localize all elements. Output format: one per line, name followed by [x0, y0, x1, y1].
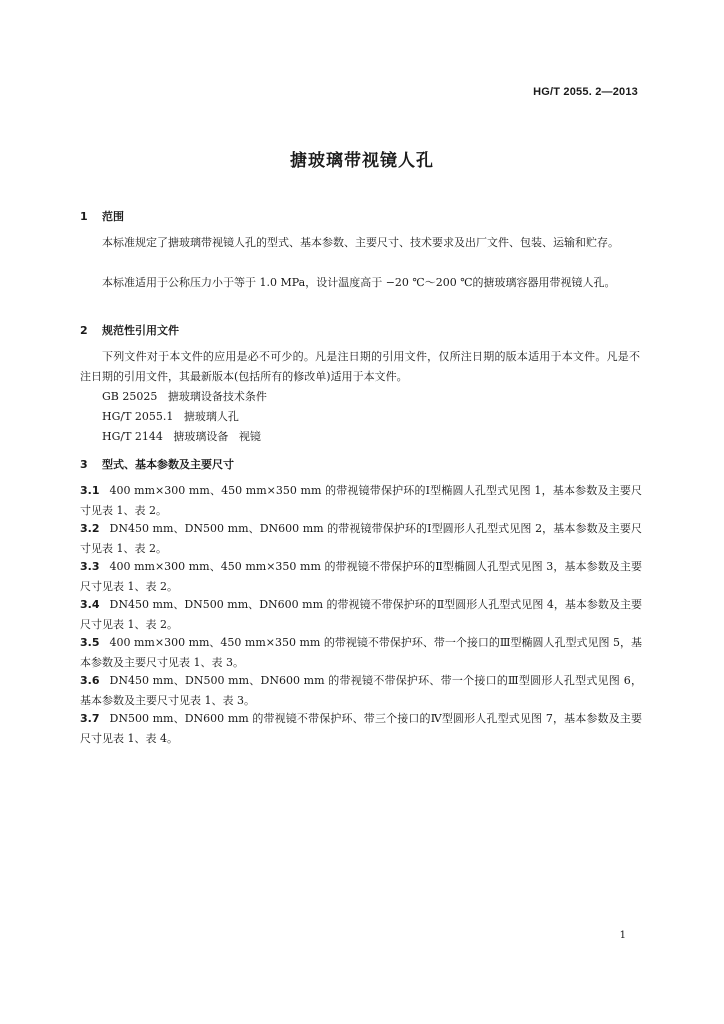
page-number: 1 [619, 930, 626, 941]
section-title: 范围 [102, 210, 124, 223]
clause-number: 3.5 [80, 636, 100, 649]
scope-paragraph-2: 本标准适用于公称压力小于等于 1.0 MPa，设计温度高于 −20 ℃～200 ℃的搪玻璃容器用带视镜人孔。 [102, 276, 616, 289]
clause-text: DN450 mm、DN500 mm、DN600 mm 的带视镜不带保护环、带一个接口的Ⅲ型圆形人孔型式见图 6，基本参数及主要尺寸见表 1、表 3。 [80, 674, 642, 707]
clause-text: 400 mm×300 mm、450 mm×350 mm 的带视镜带保护环的Ⅰ型椭圆人孔型式见图 1，基本参数及主要尺寸见表 1、表 2。 [80, 484, 642, 517]
clause-number: 3.6 [80, 674, 100, 687]
reference-item: HG/T 2055.1 搪玻璃人孔 [102, 410, 239, 423]
clause-3-5 [80, 633, 642, 673]
clause-3-2 [80, 519, 642, 559]
clause-number: 3.3 [80, 560, 100, 573]
section-1-heading [80, 208, 124, 224]
section-number: 2 [80, 324, 88, 337]
clause-3-3 [80, 557, 642, 597]
standard-code: HG/T 2055. 2—2013 [533, 86, 638, 98]
section-number: 1 [80, 210, 88, 223]
clause-text: DN450 mm、DN500 mm、DN600 mm 的带视镜带保护环的Ⅰ型圆形人孔型式见图 2，基本参数及主要尺寸见表 1、表 2。 [80, 522, 642, 555]
clause-3-4 [80, 595, 642, 635]
reference-item: HG/T 2144 搪玻璃设备 视镜 [102, 430, 261, 443]
section-title: 型式、基本参数及主要尺寸 [102, 458, 234, 471]
clause-number: 3.1 [80, 484, 100, 497]
clause-text: DN500 mm、DN600 mm 的带视镜不带保护环、带三个接口的Ⅳ型圆形人孔型式见图 7，基本参数及主要尺寸见表 1、表 4。 [80, 712, 642, 745]
section-3-heading [80, 456, 234, 472]
clause-3-6 [80, 671, 642, 711]
clause-3-1 [80, 481, 642, 521]
scope-paragraph-1: 本标准规定了搪玻璃带视镜人孔的型式、基本参数、主要尺寸、技术要求及出厂文件、包装、运输和贮存。 [102, 236, 619, 249]
clause-3-7 [80, 709, 642, 749]
clause-text: 400 mm×300 mm、450 mm×350 mm 的带视镜不带保护环的Ⅱ型椭圆人孔型式见图 3，基本参数及主要尺寸见表 1、表 2。 [80, 560, 642, 593]
reference-item: GB 25025 搪玻璃设备技术条件 [102, 390, 267, 403]
normative-references-paragraph: 下列文件对于本文件的应用是必不可少的。凡是注日期的引用文件，仅所注日期的版本适用于本文件。凡是不注日期的引用文件，其最新版本(包括所有的修改单)适用于本文件。 [80, 350, 640, 383]
clause-text: 400 mm×300 mm、450 mm×350 mm 的带视镜不带保护环、带一个接口的Ⅲ型椭圆人孔型式见图 5，基本参数及主要尺寸见表 1、表 3。 [80, 636, 642, 669]
clause-text: DN450 mm、DN500 mm、DN600 mm 的带视镜不带保护环的Ⅱ型圆形人孔型式见图 4，基本参数及主要尺寸见表 1、表 2。 [80, 598, 642, 631]
clause-number: 3.4 [80, 598, 100, 611]
clause-number: 3.2 [80, 522, 100, 535]
section-number: 3 [80, 458, 88, 471]
section-title: 规范性引用文件 [102, 324, 179, 337]
clause-number: 3.7 [80, 712, 100, 725]
document-title: 搪玻璃带视镜人孔 [290, 151, 434, 171]
section-2-heading [80, 322, 179, 338]
